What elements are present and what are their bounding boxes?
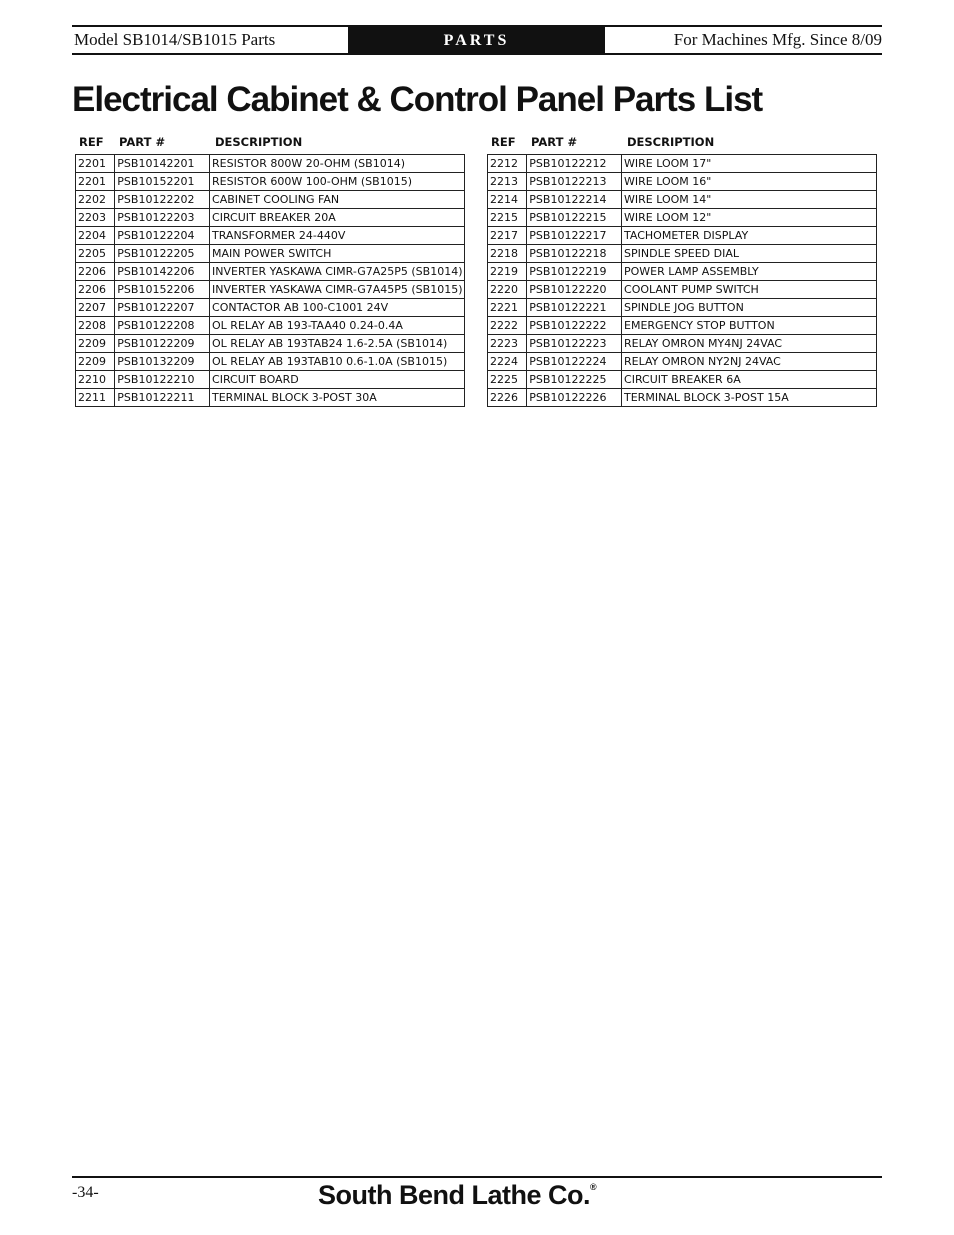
part-number-cell: PSB10122222 bbox=[527, 317, 622, 335]
table-row bbox=[488, 245, 877, 263]
part-number-cell: PSB10122226 bbox=[527, 389, 622, 407]
part-number-cell: PSB10122204 bbox=[115, 227, 210, 245]
table-row bbox=[488, 317, 877, 335]
table-row bbox=[488, 173, 877, 191]
description-cell: CIRCUIT BREAKER 6A bbox=[622, 371, 877, 389]
table-row bbox=[488, 299, 877, 317]
part-number-cell: PSB10122211 bbox=[115, 389, 210, 407]
description-cell: INVERTER YASKAWA CIMR-G7A25P5 (SB1014) bbox=[210, 263, 465, 281]
description-cell: SPINDLE JOG BUTTON bbox=[622, 299, 877, 317]
description-cell: RELAY OMRON NY2NJ 24VAC bbox=[622, 353, 877, 371]
col-ref-header: REF bbox=[79, 135, 104, 149]
part-number-cell: PSB10122207 bbox=[115, 299, 210, 317]
part-number-cell: PSB10122218 bbox=[527, 245, 622, 263]
part-number-cell: PSB10152206 bbox=[115, 281, 210, 299]
description-cell: RESISTOR 600W 100-OHM (SB1015) bbox=[210, 173, 465, 191]
ref-cell: 2218 bbox=[488, 245, 527, 263]
table-row bbox=[76, 335, 465, 353]
part-number-cell: PSB10122210 bbox=[115, 371, 210, 389]
page-number: -34- bbox=[72, 1184, 99, 1201]
table-row bbox=[488, 263, 877, 281]
ref-cell: 2203 bbox=[76, 209, 115, 227]
table-row bbox=[488, 353, 877, 371]
description-cell: MAIN POWER SWITCH bbox=[210, 245, 465, 263]
description-cell: OL RELAY AB 193TAB10 0.6-1.0A (SB1015) bbox=[210, 353, 465, 371]
col-desc-header: DESCRIPTION bbox=[627, 135, 715, 149]
ref-cell: 2213 bbox=[488, 173, 527, 191]
ref-cell: 2210 bbox=[76, 371, 115, 389]
part-number-cell: PSB10142206 bbox=[115, 263, 210, 281]
description-cell: OL RELAY AB 193TAB24 1.6-2.5A (SB1014) bbox=[210, 335, 465, 353]
brand-logo bbox=[318, 1180, 596, 1211]
part-number-cell: PSB10122223 bbox=[527, 335, 622, 353]
part-number-cell: PSB10122221 bbox=[527, 299, 622, 317]
part-number-cell: PSB10122219 bbox=[527, 263, 622, 281]
registered-mark: ® bbox=[589, 1182, 597, 1192]
ref-cell: 2226 bbox=[488, 389, 527, 407]
table-row bbox=[76, 191, 465, 209]
description-cell: CONTACTOR AB 100-C1001 24V bbox=[210, 299, 465, 317]
table-row bbox=[76, 209, 465, 227]
table-header bbox=[75, 134, 465, 154]
footer-rule bbox=[72, 1176, 882, 1178]
part-number-cell: PSB10122215 bbox=[527, 209, 622, 227]
description-cell: CIRCUIT BREAKER 20A bbox=[210, 209, 465, 227]
part-number-cell: PSB10122203 bbox=[115, 209, 210, 227]
model-label: Model SB1014/SB1015 Parts bbox=[74, 30, 276, 49]
description-cell: SPINDLE SPEED DIAL bbox=[622, 245, 877, 263]
col-part-header: PART # bbox=[531, 135, 578, 149]
table-row bbox=[488, 227, 877, 245]
table-row bbox=[488, 191, 877, 209]
table-row bbox=[488, 209, 877, 227]
col-ref-header: REF bbox=[491, 135, 516, 149]
part-number-cell: PSB10122214 bbox=[527, 191, 622, 209]
description-cell: WIRE LOOM 16" bbox=[622, 173, 877, 191]
description-cell: INVERTER YASKAWA CIMR-G7A45P5 (SB1015) bbox=[210, 281, 465, 299]
brand-name: South Bend Lathe Co. bbox=[318, 1180, 590, 1210]
part-number-cell: PSB10122224 bbox=[527, 353, 622, 371]
ref-cell: 2209 bbox=[76, 353, 115, 371]
ref-cell: 2217 bbox=[488, 227, 527, 245]
part-number-cell: PSB10122225 bbox=[527, 371, 622, 389]
page-title: Electrical Cabinet & Control Panel Parts List bbox=[72, 80, 763, 119]
ref-cell: 2211 bbox=[76, 389, 115, 407]
ref-cell: 2205 bbox=[76, 245, 115, 263]
table-row bbox=[488, 335, 877, 353]
table-row bbox=[488, 371, 877, 389]
table-row bbox=[76, 389, 465, 407]
ref-cell: 2223 bbox=[488, 335, 527, 353]
part-number-cell: PSB10132209 bbox=[115, 353, 210, 371]
ref-cell: 2202 bbox=[76, 191, 115, 209]
description-cell: CABINET COOLING FAN bbox=[210, 191, 465, 209]
part-number-cell: PSB10142201 bbox=[115, 155, 210, 173]
ref-cell: 2220 bbox=[488, 281, 527, 299]
table-row bbox=[76, 245, 465, 263]
page-header bbox=[72, 25, 882, 55]
description-cell: POWER LAMP ASSEMBLY bbox=[622, 263, 877, 281]
section-label: PARTS bbox=[348, 27, 605, 53]
part-number-cell: PSB10152201 bbox=[115, 173, 210, 191]
table-row bbox=[76, 281, 465, 299]
mfg-date-label: For Machines Mfg. Since 8/09 bbox=[673, 30, 882, 49]
table-row bbox=[76, 371, 465, 389]
description-cell: RELAY OMRON MY4NJ 24VAC bbox=[622, 335, 877, 353]
part-number-cell: PSB10122205 bbox=[115, 245, 210, 263]
description-cell: RESISTOR 800W 20-OHM (SB1014) bbox=[210, 155, 465, 173]
table-row bbox=[76, 173, 465, 191]
ref-cell: 2224 bbox=[488, 353, 527, 371]
description-cell: CIRCUIT BOARD bbox=[210, 371, 465, 389]
ref-cell: 2201 bbox=[76, 155, 115, 173]
table-row bbox=[76, 263, 465, 281]
table-row bbox=[76, 299, 465, 317]
ref-cell: 2201 bbox=[76, 173, 115, 191]
description-cell: COOLANT PUMP SWITCH bbox=[622, 281, 877, 299]
part-number-cell: PSB10122217 bbox=[527, 227, 622, 245]
description-cell: WIRE LOOM 14" bbox=[622, 191, 877, 209]
ref-cell: 2207 bbox=[76, 299, 115, 317]
ref-cell: 2208 bbox=[76, 317, 115, 335]
table-row bbox=[488, 281, 877, 299]
description-cell: TERMINAL BLOCK 3-POST 15A bbox=[622, 389, 877, 407]
description-cell: WIRE LOOM 12" bbox=[622, 209, 877, 227]
ref-cell: 2221 bbox=[488, 299, 527, 317]
description-cell: TRANSFORMER 24-440V bbox=[210, 227, 465, 245]
table-row bbox=[76, 155, 465, 173]
part-number-cell: PSB10122212 bbox=[527, 155, 622, 173]
col-part-header: PART # bbox=[119, 135, 166, 149]
ref-cell: 2214 bbox=[488, 191, 527, 209]
ref-cell: 2209 bbox=[76, 335, 115, 353]
ref-cell: 2206 bbox=[76, 263, 115, 281]
ref-cell: 2212 bbox=[488, 155, 527, 173]
ref-cell: 2225 bbox=[488, 371, 527, 389]
table-row bbox=[488, 155, 877, 173]
ref-cell: 2219 bbox=[488, 263, 527, 281]
parts-table-right bbox=[487, 134, 877, 407]
part-number-cell: PSB10122209 bbox=[115, 335, 210, 353]
part-number-cell: PSB10122208 bbox=[115, 317, 210, 335]
ref-cell: 2206 bbox=[76, 281, 115, 299]
ref-cell: 2215 bbox=[488, 209, 527, 227]
ref-cell: 2222 bbox=[488, 317, 527, 335]
description-cell: TACHOMETER DISPLAY bbox=[622, 227, 877, 245]
description-cell: EMERGENCY STOP BUTTON bbox=[622, 317, 877, 335]
description-cell: WIRE LOOM 17" bbox=[622, 155, 877, 173]
col-desc-header: DESCRIPTION bbox=[215, 135, 303, 149]
description-cell: OL RELAY AB 193-TAA40 0.24-0.4A bbox=[210, 317, 465, 335]
part-number-cell: PSB10122213 bbox=[527, 173, 622, 191]
table-row bbox=[76, 353, 465, 371]
table-header bbox=[487, 134, 877, 154]
part-number-cell: PSB10122202 bbox=[115, 191, 210, 209]
ref-cell: 2204 bbox=[76, 227, 115, 245]
parts-table-left bbox=[75, 134, 465, 407]
description-cell: TERMINAL BLOCK 3-POST 30A bbox=[210, 389, 465, 407]
part-number-cell: PSB10122220 bbox=[527, 281, 622, 299]
table-row bbox=[76, 227, 465, 245]
table-row bbox=[488, 389, 877, 407]
table-row bbox=[76, 317, 465, 335]
